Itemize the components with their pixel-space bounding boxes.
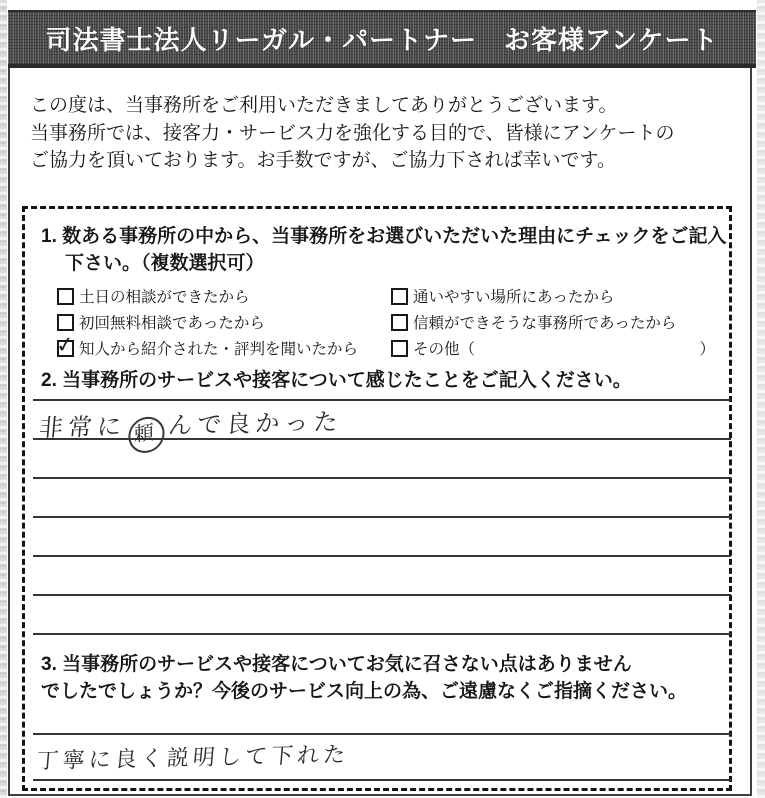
answer-line[interactable] — [33, 363, 731, 401]
answer-line[interactable] — [33, 479, 731, 518]
checkbox[interactable] — [391, 314, 408, 331]
check-mark: ✓ — [54, 331, 77, 360]
checkbox-option-other[interactable] — [391, 337, 721, 363]
q2-answer-lines — [33, 363, 731, 635]
question2-title: 2. 当事務所のサービスや接客について感じたことをご記入ください。 — [41, 370, 632, 391]
handwritten-text-after: んで良かった — [167, 408, 344, 440]
q1-options-right-column — [391, 285, 721, 363]
checkbox[interactable] — [57, 314, 74, 331]
questionnaire-box — [22, 206, 732, 791]
checkbox[interactable] — [391, 288, 408, 305]
handwritten-answer-q2 — [37, 402, 345, 455]
question1-title-line1: 1. 数ある事務所の中から、当事務所をお選びいただいた理由にチェックをご記入 — [41, 226, 727, 247]
checkbox-option-weekend-consult[interactable] — [57, 285, 377, 311]
header-banner — [8, 10, 756, 68]
question3-title-line1: 3. 当事務所のサービスや接客についてお気に召さない点はありません — [41, 654, 632, 675]
checkbox-label: 土日の相談ができたから — [79, 289, 250, 306]
checkbox-option-referral[interactable] — [54, 331, 377, 363]
checkbox-option-convenient-location[interactable] — [391, 285, 721, 311]
handwritten-answer-q3: 丁寧に良く説明して下れた — [35, 741, 351, 774]
intro-paragraph — [30, 92, 735, 175]
other-option-close-paren: ） — [699, 341, 715, 358]
question1-title — [41, 223, 727, 277]
checkbox-option-trustworthy-office[interactable] — [391, 311, 721, 337]
answer-line[interactable] — [33, 596, 731, 635]
checkbox-checked[interactable] — [54, 331, 77, 360]
checkbox-label: 初回無料相談であったから — [79, 315, 265, 332]
checkbox-label: その他（ — [413, 341, 476, 358]
scan-edge-left — [0, 0, 7, 798]
intro-line: ご協力を頂いております。お手数ですが、ご協力下されば幸いです。 — [30, 150, 616, 171]
intro-line: この度は、当事務所をご利用いただきましてありがとうございます。 — [30, 95, 618, 116]
answer-line[interactable] — [33, 695, 731, 735]
checkbox-label: 信頼ができそうな事務所であったから — [413, 315, 677, 332]
question1-title-line2: 下さい。（複数選択可） — [65, 253, 265, 274]
answer-line[interactable] — [33, 557, 731, 596]
checkbox-option-free-first-consult[interactable] — [57, 311, 377, 337]
scan-edge-right — [757, 0, 765, 798]
answer-line[interactable] — [33, 518, 731, 557]
question3-title-line2: でしたでしょうか？今後のサービス向上の為、ご遠慮なくご指摘ください。 — [41, 681, 688, 702]
q1-options-left-column — [54, 285, 377, 363]
checkbox-label: 通いやすい場所にあったから — [413, 289, 615, 306]
checkbox-label: 知人から紹介された・評判を聞いたから — [79, 341, 359, 358]
checkbox[interactable] — [391, 340, 408, 357]
checkbox[interactable] — [57, 288, 74, 305]
handwritten-circled-char: 頼 — [128, 415, 165, 455]
intro-line: 当事務所では、接客力・サービス力を強化する目的で、皆様にアンケートの — [30, 122, 675, 144]
header-title: 司法書士法人リーガル・パートナー お客様アンケート — [45, 24, 719, 55]
handwritten-text-before: 非常に — [37, 413, 128, 443]
